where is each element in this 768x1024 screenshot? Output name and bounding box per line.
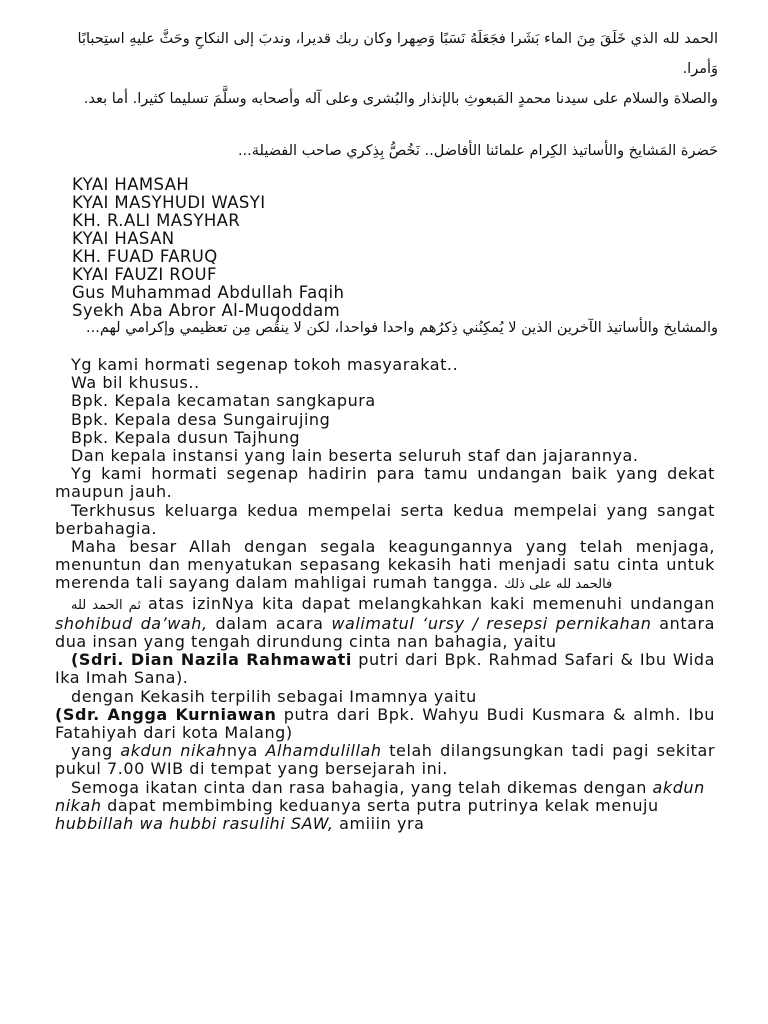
dalam-acara-text: dalam acara <box>207 613 332 633</box>
groom-paragraph <box>55 706 715 742</box>
nya-text: nya <box>226 741 266 761</box>
tsumma-alhamdu-arabic: ثم الحمد لله <box>71 597 141 613</box>
greeting-especially: Wa bil khusus.. <box>71 373 200 393</box>
bride-open-paren: ( <box>71 650 79 670</box>
bride-name: Sdri. Dian Nazila Rahmawati <box>78 650 352 670</box>
instansi-paragraph: Dan kepala instansi yang lain beserta seluruh staf dan jajarannya. <box>71 446 639 466</box>
bride-paragraph <box>55 651 715 687</box>
akad-paragraph <box>55 742 715 778</box>
telah-text: telah dilangsungkan tadi pagi sekitar pukul 7.00 WIB di tempat yang bersejarah ini. <box>55 741 715 779</box>
honored-name: KYAI FAUZI ROUF <box>72 265 217 284</box>
honored-name: Gus Muhammad Abdullah Faqih <box>72 283 345 302</box>
honored-name: KH. FUAD FARUQ <box>72 247 218 266</box>
hubbillah-text: hubbillah wa hubbi rasulihi SAW, <box>55 814 334 834</box>
arabic-opening-line-2: والصلاة والسلام على سيدنا محمدٍ المَبعوثِ بالإنذار والبُشرى وعلى آله وأصحابه وسلَّمَ تسليما كثيرا. أما بعد. <box>83 91 718 107</box>
dapat-text: dapat membimbing keduanya serta putra putrinya kelak menuju <box>101 795 659 815</box>
speech-body <box>55 356 715 833</box>
honored-names-list <box>72 176 344 320</box>
official-line: Bpk. Kepala kecamatan sangkapura <box>71 391 376 411</box>
amiin-text: amiiin yra <box>333 814 425 834</box>
arabic-honorific: حَضرة المَشايخ والأساتيذ الكِرام علمائنا الأفاضل.. نَخُصُّ بِذِكري صاحب الفضيلة... <box>237 143 718 159</box>
izin-text: atas izinNya kita dapat melangkahkan kaki memenuhi undangan <box>147 593 715 613</box>
guests-paragraph: Yg kami hormati segenap hadirin para tamu undangan baik yang dekat maupun jauh. <box>55 464 715 502</box>
honored-name: KYAI HAMSAH <box>72 175 190 194</box>
official-line: Bpk. Kepala desa Sungairujing <box>71 409 331 429</box>
family-paragraph: Terkhusus keluarga kedua mempelai serta kedua mempelai yang sangat berbahagia. <box>55 500 715 538</box>
groom-intro: dengan Kekasih terpilih sebagai Imamnya yaitu <box>71 686 477 706</box>
akdun-nikah: akdun nikah <box>120 741 227 761</box>
groom-parents: putra dari Bpk. Wahyu Budi Kusmara & almh. Ibu Fatahiyah dari kota Malang) <box>55 704 715 743</box>
arabic-opening-line-1: الحمد لله الذي خَلَقَ مِنَ الماء بَشَرا فجَعَلَهُ نَسَبًا وَصِهرا وكان ربك قديرا، وندبَ إلى النكاحِ وحَثَّ عليهِ استِحبابًا وَأمرا. <box>77 31 718 77</box>
semoga-text: Semoga ikatan cinta dan rasa bahagia, yang telah dikemas dengan <box>71 777 653 797</box>
official-line: Bpk. Kepala dusun Tajhung <box>71 427 301 447</box>
arabic-other-scholars: والمشايخ والأساتيذ الآخرين الذين لا يُمكِنُني ذِكرُهم واحدا فواحدا، لكن لا ينقُص مِن تعظيمي وإكرامي لهم... <box>86 320 718 336</box>
praise-text: Maha besar Allah dengan segala keagungannya yang telah menjaga, menuntun dan menyatukan sepasang kekasih hati menjadi satu cinta untuk merenda tali sayang dalam mahligai rumah tangga. <box>55 537 715 593</box>
yang-text: yang <box>71 741 121 761</box>
event-paragraph <box>55 595 715 652</box>
walimatul-ursy: walimatul ‘ursy / resepsi pernikahan <box>331 613 652 633</box>
akdun-nikah-2: akdun nikah <box>55 777 705 815</box>
bride-parents: putri dari Bpk. Rahmad Safari & Ibu Wida Ika Imah Sana). <box>55 650 715 688</box>
alhamdulillah-latin: Alhamdulillah <box>265 741 382 761</box>
groom-name: Sdr. Angga Kurniawan <box>62 704 277 724</box>
alhamdulillah-arabic: فالحمد لله على ذلك <box>504 577 613 593</box>
groom-open-paren: ( <box>55 704 63 724</box>
honored-name: KH. R.ALI MASYHAR <box>72 211 241 230</box>
honored-name: KYAI HASAN <box>72 229 175 248</box>
honored-name: KYAI MASYHUDI WASYI <box>72 193 266 212</box>
greeting-community: Yg kami hormati segenap tokoh masyarakat.. <box>71 355 459 374</box>
shohibud-dawah: shohibud da’wah, <box>55 613 208 633</box>
praise-paragraph <box>55 538 715 595</box>
honored-name: Syekh Aba Abror Al-Muqoddam <box>72 301 341 320</box>
prayer-paragraph <box>55 779 715 834</box>
antara-text: antara dua insan yang tengah dirundung cinta nan bahagia, yaitu <box>55 613 715 652</box>
arabic-opening <box>58 24 718 114</box>
